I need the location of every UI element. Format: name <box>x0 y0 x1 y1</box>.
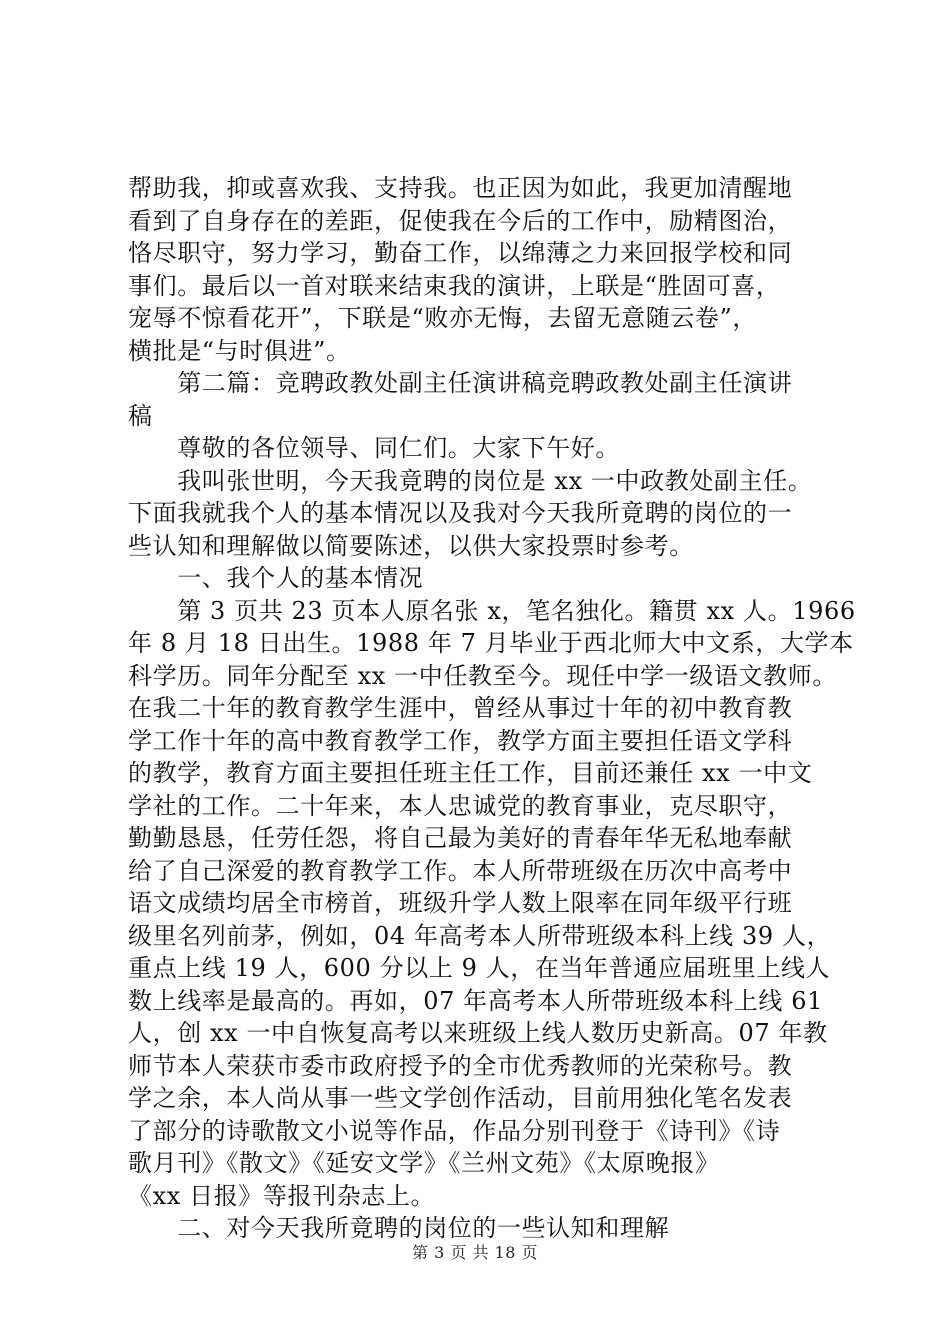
page-footer: 第 3 页 共 18 页 <box>412 1243 538 1262</box>
text-line: 《xx 日报》等报刊杂志上。 <box>128 1181 436 1210</box>
subsection-heading: 一、我个人的基本情况 <box>128 564 424 592</box>
text-line: 师节本人荣获市委市政府授予的全市优秀教师的光荣称号。教 <box>128 1051 793 1080</box>
text-line: 歌月刊》《散文》《延安文学》《兰州文苑》《太原晚报》 <box>128 1149 720 1177</box>
text-line: 事们。最后以一首对联来结束我的演讲，上联是“胜固可喜， <box>128 271 781 300</box>
text-line: 学社的工作。二十年来，本人忠诚党的教育事业，克尽职守， <box>128 791 793 820</box>
text-line: 重点上线 19 人，600 分以上 9 人，在当年普通应届班里上线人 <box>128 954 831 982</box>
text-line: 些认知和理解做以简要陈述，以供大家投票时参考。 <box>128 531 694 560</box>
text-line: 语文成绩均居全市榜首，班级升学人数上限率在同年级平行班 <box>128 889 793 917</box>
text-line: 勤勤恳恳，任劳任怨，将自己最为美好的青春年华无私地奉献 <box>128 824 793 852</box>
text-line: 给了自己深爱的教育教学工作。本人所带班级在历次中高考中 <box>128 856 793 885</box>
text-line: 了部分的诗歌散文小说等作品，作品分别刊登于《诗刊》《诗 <box>128 1116 781 1145</box>
salutation: 尊敬的各位领导、同仁们。大家下午好。 <box>128 434 620 462</box>
text-line: 帮助我，抑或喜欢我、支持我。也正因为如此，我更加清醒地 <box>128 174 793 202</box>
text-line: 在我二十年的教育教学生涯中，曾经从事过十年的初中教育教 <box>128 694 793 722</box>
text-line: 宠辱不惊看花开”，下联是“败亦无悔，去留无意随云卷”， <box>128 304 758 332</box>
text-line: 第 3 页共 23 页本人原名张 x，笔名独化。籍贯 xx 人。1966 <box>128 596 856 625</box>
text-line: 看到了自身存在的差距，促使我在今后的工作中，励精图治， <box>128 206 793 235</box>
section-heading: 第二篇：竞聘政教处副主任演讲稿竞聘政教处副主任演讲 <box>128 369 793 397</box>
text-line: 我叫张世明，今天我竟聘的岗位是 xx 一中政教处副主任。 <box>128 466 813 495</box>
text-line: 学之余，本人尚从事一些文学创作活动，目前用独化笔名发表 <box>128 1084 793 1112</box>
section-heading-continued: 稿 <box>128 401 153 430</box>
text-line: 数上线率是最高的。再如，07 年高考本人所带班级本科上线 61 <box>128 986 823 1015</box>
text-line: 级里名列前茅，例如，04 年高考本人所带班级本科上线 39 人， <box>128 921 832 950</box>
subsection-heading: 二、对今天我所竟聘的岗位的一些认知和理解 <box>128 1214 670 1242</box>
text-line: 横批是“与时俱进”。 <box>128 336 351 365</box>
text-line: 学工作十年的高中教育教学工作，教学方面主要担任语文学科 <box>128 726 793 755</box>
document-body <box>128 172 856 1245</box>
text-line: 科学历。同年分配至 xx 一中任教至今。现任中学一级语文教师。 <box>128 661 837 690</box>
text-line: 人，创 xx 一中自恢复高考以来班级上线人数历史新高。07 年教 <box>128 1019 828 1047</box>
text-line: 恪尽职守，努力学习，勤奋工作，以绵薄之力来回报学校和同 <box>128 239 793 267</box>
text-line: 的教学，教育方面主要担任班主任工作，目前还兼任 xx 一中文 <box>128 759 813 787</box>
text-line: 下面我就我个人的基本情况以及我对今天我所竟聘的岗位的一 <box>128 499 793 527</box>
text-line: 年 8 月 18 日出生。1988 年 7 月毕业于西北师大中文系，大学本 <box>128 629 854 657</box>
